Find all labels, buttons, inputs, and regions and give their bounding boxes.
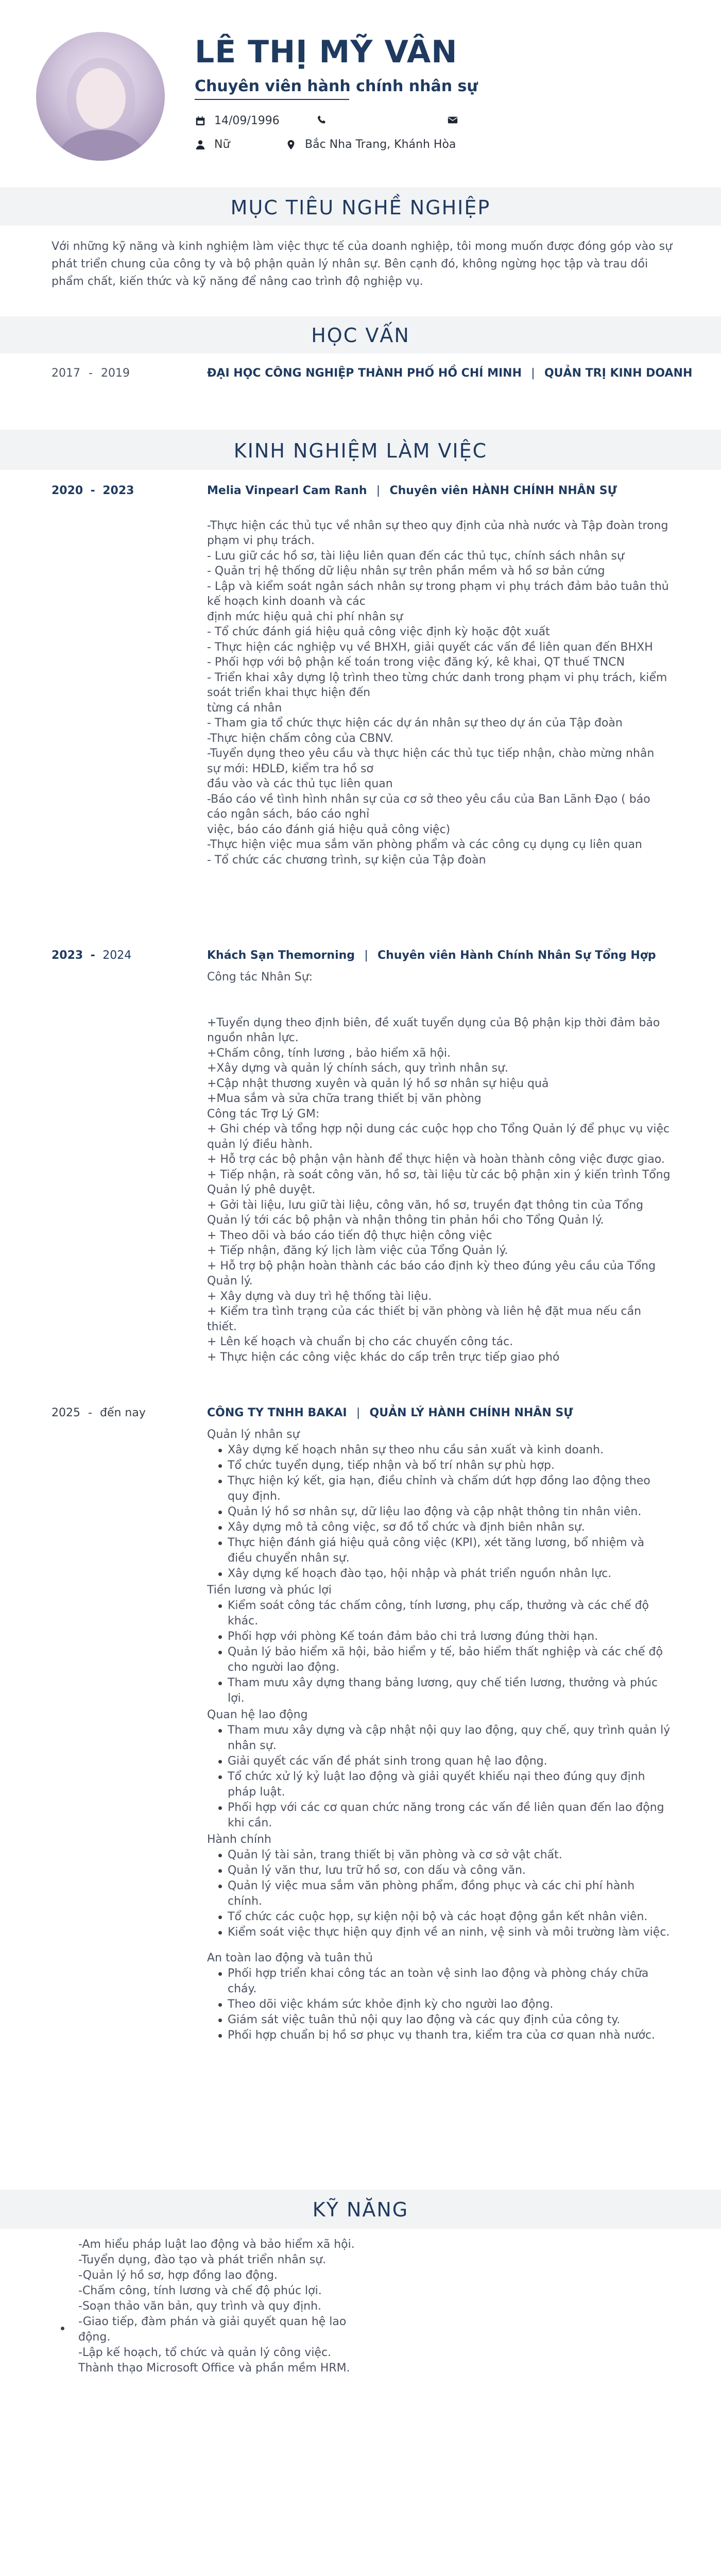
job-heading: CÔNG TY TNHH BAKAI | QUẢN LÝ HÀNH CHÍNH NHÂN SỰ (207, 1406, 573, 1419)
duty-item: Quản lý việc mua sắm văn phòng phẩm, đồng phục và các chi phí hành chính. (216, 1878, 671, 1909)
duty-item: Tổ chức tuyển dụng, tiếp nhận và bố trí nhân sự phù hợp. (216, 1458, 671, 1473)
duty-item: Kiểm soát công tác chấm công, tính lương, phụ cấp, thưởng và các chế độ khác. (216, 1598, 671, 1629)
duty-item: Phối hợp với phòng Kế toán đảm bảo chi trả lương đúng thời hạn. (216, 1629, 671, 1645)
duty-group-heading: Quan hệ lao động (207, 1708, 308, 1721)
duty-item: Phối hợp chuẩn bị hồ sơ phục vụ thanh tra, kiểm tra của cơ quan nhà nước. (216, 2028, 671, 2043)
duty-list (216, 1848, 671, 1940)
duty-item: Thực hiện ký kết, gia hạn, điều chỉnh và chấm dứt hợp đồng lao động theo quy định. (216, 1473, 671, 1504)
resume-header (0, 0, 721, 185)
job-position: QUẢN LÝ HÀNH CHÍNH NHÂN SỰ (369, 1406, 573, 1419)
phone-icon (316, 114, 328, 126)
location-value: Bắc Nha Trang, Khánh Hòa (305, 138, 456, 151)
experience-section-header (0, 430, 721, 470)
candidate-name: LÊ THỊ MỸ VÂN (195, 34, 458, 70)
job-dates: 2023 - 2024 (52, 949, 132, 962)
map-pin-icon (285, 139, 297, 150)
duty-list (216, 1598, 671, 1706)
title-underline (195, 99, 349, 100)
duty-item: Quản lý tài sản, trang thiết bị văn phòng và cơ sở vật chất. (216, 1848, 671, 1863)
duty-item: Xây dựng mô tả công việc, sơ đồ tổ chức và định biên nhân sự. (216, 1520, 671, 1535)
duty-item: Kiểm soát việc thực hiện quy định về an ninh, vệ sinh và môi trường làm việc. (216, 1925, 671, 1940)
birthday-row (195, 114, 280, 127)
job-position: Chuyên viên Hành Chính Nhân Sự Tổng Hợp (377, 949, 656, 962)
email-icon (447, 114, 458, 126)
gender-row (195, 138, 230, 151)
job-heading: Melia Vinpearl Cam Ranh | Chuyên viên HÀNH CHÍNH NHÂN SỰ (207, 484, 617, 497)
education-dates: 2017 - 2019 (52, 367, 130, 380)
job-company: CÔNG TY TNHH BAKAI (207, 1406, 347, 1419)
skills-heading: KỸ NĂNG (312, 2198, 409, 2221)
duty-item: Xây dựng kế hoạch đào tạo, hội nhập và phát triển nguồn nhân lực. (216, 1566, 671, 1582)
job-end: 2024 (102, 949, 132, 962)
duty-list (216, 1966, 671, 2043)
skills-text: -Am hiểu pháp luật lao động và bảo hiểm xã hội. -Tuyển dụng, đào tạo và phát triển nhân sự. -Quản lý hồ sơ, hợp đồng lao động. -Chấm công, tính lương và chế độ phúc lợi. -Soạn thảo văn bản, quy trình và quy định. -Giao tiếp, đàm phán và giải quyết quan hệ lao động. -Lập kế hoạch, tổ chức và quản lý công việc. Thành thạo Microsoft Office và phần mềm HRM. (78, 2238, 355, 2375)
experience-heading: KINH NGHIỆM LÀM VIỆC (233, 439, 488, 462)
duty-item: Giải quyết các vấn đề phát sinh trong quan hệ lao động. (216, 1754, 671, 1769)
user-icon (195, 139, 206, 150)
phone-row (316, 114, 336, 126)
job-position: Chuyên viên HÀNH CHÍNH NHÂN SỰ (389, 484, 617, 497)
education-entry: ĐẠI HỌC CÔNG NGHIỆP THÀNH PHỐ HỒ CHÍ MINH | QUẢN TRỊ KINH DOANH (207, 367, 693, 380)
job-heading: Khách Sạn Themorning | Chuyên viên Hành Chính Nhân Sự Tổng Hợp (207, 949, 656, 962)
duty-group-heading: An toàn lao động và tuân thủ (207, 1952, 373, 1964)
duty-item: Xây dựng kế hoạch nhân sự theo nhu cầu sản xuất và kinh doanh. (216, 1443, 671, 1458)
job-description: -Thực hiện các thủ tục về nhân sự theo quy định của nhà nước và Tập đoàn trong phạm vi phụ trách. - Lưu giữ các hồ sơ, tài liệu liên quan đến các thủ tục, chính sách nhân sự - Quản trị hệ thống dữ liệu nhân sự trên phần mềm và hồ sơ bản cứng - Lập và kiểm soát ngân sách nhân sự trong phạm vi phụ trách đảm bảo tuân thủ kế hoạch kinh doanh và các định mức hiệu quả chi phí nhân sự - Tổ chức đánh giá hiệu quả công việc định kỳ hoặc đột xuất - Thực hiện các nghiệp vụ về BHXH, giải quyết các vấn đề liên quan đến BHXH - Phối hợp với bộ phận kế toán trong việc đăng ký, kê khai, QT thuế TNCN - Triển khai xây dựng lộ trình theo từng chức danh trong phạm vi phụ trách, kiểm soát triển khai thực hiện đến từng cá nhân - Tham gia tổ chức thực hiện các dự án nhân sự theo dự án của Tập đoàn -Thực hiện chấm công của CBNV. -Tuyển dụng theo yêu cầu và thực hiện các thủ tục tiếp nhận, chào mừng nhân sự mới: HĐLĐ, kiểm tra hồ sơ đầu vào và các thủ tục liên quan -Báo cáo về tình hình nhân sự của cơ sở theo yêu cầu của Ban Lãnh Đạo ( báo cáo ngân sách, báo cáo nghỉ việc, báo cáo đánh giá hiệu quả công việc) -Thực hiện việc mua sắm văn phòng phẩm và các công cụ dụng cụ liên quan - Tổ chức các chương trình, sự kiện của Tập đoàn (207, 519, 669, 867)
duty-item: Quản lý văn thư, lưu trữ hồ sơ, con dấu và công văn. (216, 1863, 671, 1878)
duty-item: Giám sát việc tuân thủ nội quy lao động và các quy định của công ty. (216, 2012, 671, 2028)
education-start: 2017 (52, 367, 80, 380)
duty-item: Thực hiện đánh giá hiệu quả công việc (KPI), xét tăng lương, bổ nhiệm và điều chuyển nhân sự. (216, 1535, 671, 1566)
avatar (36, 32, 165, 161)
duty-item: Phối hợp với các cơ quan chức năng trong các vấn đề liên quan đến lao động khi cần. (216, 1800, 671, 1831)
duty-list (216, 1443, 671, 1582)
job-company: Khách Sạn Themorning (207, 949, 355, 962)
duty-list (216, 1723, 671, 1831)
objective-heading: MỤC TIÊU NGHỀ NGHIỆP (230, 196, 491, 219)
duty-item: Tham mưu xây dựng thang bảng lương, quy chế tiền lương, thưởng và phúc lợi. (216, 1675, 671, 1706)
job-end: đến nay (100, 1406, 146, 1419)
skills-bullet (61, 2327, 64, 2330)
job-start: 2020 (52, 484, 83, 497)
education-major: QUẢN TRỊ KINH DOANH (544, 367, 693, 380)
job-start: 2023 (52, 949, 83, 962)
duty-item: Theo dõi việc khám sức khỏe định kỳ cho người lao động. (216, 1997, 671, 2012)
job-description: Công tác Nhân Sự: +Tuyển dụng theo định biên, đề xuất tuyển dụng của Bộ phận kịp thời đảm bảo nguồn nhân lực. +Chấm công, tính lương , bảo hiểm xã hội. +Xây dựng và quản lý chính sách, quy trình nhân sự. +Cập nhật thương xuyên và quản lý hồ sơ nhân sự hiệu quả +Mua sắm và sửa chữa trang thiết bị văn phòng Công tác Trợ Lý GM: + Ghi chép và tổng hợp nội dung các cuộc họp cho Tổng Quản lý để phục vụ việc quản lý điều hành. + Hỗ trợ các bộ phận vận hành để thực hiện và hoàn thành công việc được giao. + Tiếp nhận, rà soát công văn, hồ sơ, tài liệu từ các bộ phận xin ý kiến trình Tổng Quản lý phê duyệt. + Gởi tài liệu, lưu giữ tài liệu, công văn, hồ sơ, truyền đạt thông tin của Tổng Quản lý tới các bộ phận và nhận thông tin phản hồi cho Tổng Quản lý. + Theo dõi và báo cáo tiến độ thực hiện công việc + Tiếp nhận, đăng ký lịch làm việc của Tổng Quản lý. + Hỗ trợ bộ phận hoàn thành các báo cáo định kỳ theo đúng yêu cầu của Tổng Quản lý. + Xây dựng và duy trì hệ thống tài liệu. + Kiểm tra tình trạng của các thiết bị văn phòng và liên hệ đặt mua nếu cần thiết. + Lên kế hoạch và chuẩn bị cho các chuyến công tác. + Thực hiện các công việc khác do cấp trên trực tiếp giao phó (207, 971, 671, 1364)
education-heading: HỌC VẤN (311, 324, 410, 347)
duty-item: Quản lý bảo hiểm xã hội, bảo hiểm y tế, bảo hiểm thất nghiệp và các chế độ cho người lao động. (216, 1645, 671, 1675)
job-dates: 2025 - đến nay (52, 1406, 146, 1419)
objective-text: Với những kỹ năng và kinh nghiệm làm việc thực tế của doanh nghiệp, tôi mong muốn được đóng góp vào sự phát triển chung của công ty và bộ phận quản lý nhân sự. Bên cạnh đó, không ngừng học tập và trau dồi phẩm chất, kiến thức và kỹ năng để nâng cao trình độ nghiệp vụ. (52, 240, 673, 288)
duty-group-heading: Quản lý nhân sự (207, 1428, 300, 1441)
job-company: Melia Vinpearl Cam Ranh (207, 484, 367, 497)
job-end: 2023 (102, 484, 134, 497)
duty-item: Tổ chức xử lý kỷ luật lao động và giải quyết khiếu nại theo đúng quy định pháp luật. (216, 1769, 671, 1800)
job-dates: 2020 - 2023 (52, 484, 134, 497)
calendar-icon (195, 115, 206, 127)
education-end: 2019 (101, 367, 130, 380)
job-start: 2025 (52, 1406, 80, 1419)
education-section-header (0, 316, 721, 353)
candidate-title: Chuyên viên hành chính nhân sự (195, 77, 478, 95)
duty-item: Quản lý hồ sơ nhân sự, dữ liệu lao động và cập nhật thông tin nhân viên. (216, 1504, 671, 1520)
duty-item: Tổ chức các cuộc họp, sự kiện nội bộ và các hoạt động gắn kết nhân viên. (216, 1909, 671, 1925)
gender-value: Nữ (214, 138, 230, 151)
email-row (447, 114, 467, 126)
job-description (207, 1426, 671, 2043)
duty-item: Tham mưu xây dựng và cập nhật nội quy lao động, quy chế, quy trình quản lý nhân sự. (216, 1723, 671, 1754)
duty-group-heading: Hành chính (207, 1833, 271, 1846)
education-school: ĐẠI HỌC CÔNG NGHIỆP THÀNH PHỐ HỒ CHÍ MINH (207, 367, 522, 380)
birthday-value: 14/09/1996 (214, 114, 280, 127)
objective-section-header (0, 188, 721, 226)
location-row (285, 138, 456, 151)
duty-item: Phối hợp triển khai công tác an toàn vệ sinh lao động và phòng cháy chữa cháy. (216, 1966, 671, 1997)
skills-section-header (0, 2190, 721, 2229)
duty-group-heading: Tiền lương và phúc lợi (207, 1584, 332, 1597)
